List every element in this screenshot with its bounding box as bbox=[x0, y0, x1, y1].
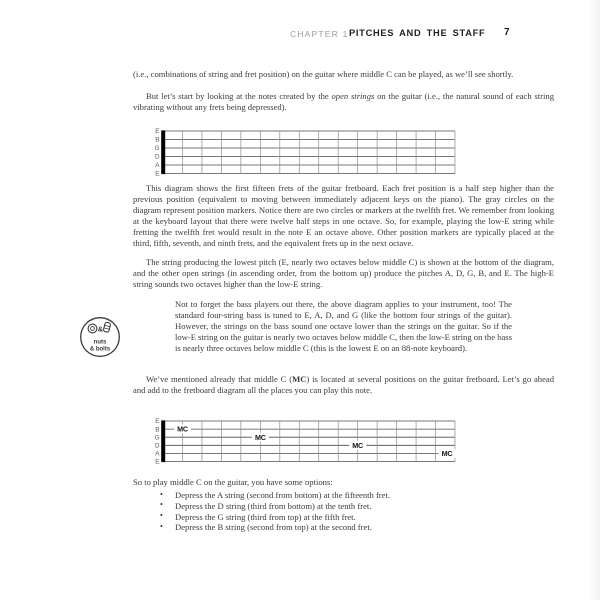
string-label: E bbox=[155, 418, 160, 426]
options-intro: So to play middle C on the guitar, you have some options: bbox=[133, 477, 333, 487]
paragraph-fret-explanation bbox=[133, 183, 554, 249]
bullet-text: Depress the B string (second from top) at the second fret. bbox=[175, 522, 372, 533]
string-label: G bbox=[154, 145, 160, 153]
chapter-title: PITCHES AND THE STAFF bbox=[349, 28, 486, 38]
fretboard-grid bbox=[143, 416, 459, 467]
bullet-text: Depress the A string (second from bottom) at the fifteenth fret. bbox=[175, 490, 391, 500]
fretboard-diagram-middle-c bbox=[143, 416, 459, 467]
text-segment: But let’s start by looking at the notes created by the bbox=[146, 91, 332, 101]
bullet-text: Depress the G string (third from top) at the fifth fret. bbox=[175, 511, 356, 522]
page-header bbox=[0, 0, 600, 46]
text-segment: This diagram shows the first fifteen frets of the guitar fretboard. Each fret position is a half step higher than the previous position (equivalent to moving between immediately adjacent keys on the piano). The gray circles on the diagram represent position markers. Notice there are two circles or markers at the twelfth fret. We remember from looking at the keyboard layout that there were twelve half steps in one octave. So, for example, playing the low-E string while fretting the twelfth fret would result in the note E an octave above. Other position markers are typically placed at the third, fifth, seventh, and ninth frets, and the equivalent frets up in the next octave. bbox=[133, 183, 554, 248]
bullet-icon: • bbox=[160, 489, 163, 499]
paragraph-string-pitches bbox=[133, 257, 554, 290]
string-label: A bbox=[155, 162, 160, 170]
bullet-icon: • bbox=[160, 511, 163, 521]
string-label: B bbox=[155, 136, 160, 144]
bullet-icon: • bbox=[160, 500, 163, 510]
string-label: A bbox=[155, 450, 160, 458]
ampersand-glyph: & bbox=[97, 324, 104, 334]
paragraph-open-strings bbox=[133, 91, 554, 113]
fretboard-diagram-open-strings bbox=[143, 126, 459, 179]
paragraph-continuation bbox=[133, 69, 554, 80]
text-segment: open strings bbox=[331, 91, 375, 101]
bullet-text: Depress the D string (third from bottom) at the tenth fret. bbox=[175, 500, 372, 511]
nut-bar bbox=[161, 130, 165, 174]
text-segment: on the guitar (i.e., the natural sound of each string vibrating without any frets being depressed). bbox=[133, 91, 554, 112]
string-label: D bbox=[154, 153, 160, 161]
bullet-icon: • bbox=[160, 521, 163, 531]
text-segment: We’ve mentioned already that middle C ( bbox=[146, 374, 293, 384]
icon-label-line1: nuts bbox=[93, 339, 107, 346]
list-item bbox=[158, 501, 554, 512]
icon-label-line2: & bolts bbox=[89, 346, 111, 353]
text-segment: ) is located at several positions on the guitar fretboard. Let’s go ahead and add to the fretboard diagram all the places you can play this note. bbox=[133, 374, 554, 395]
middle-c-marker: MC bbox=[254, 432, 266, 442]
page-edge-shadow bbox=[588, 0, 600, 600]
string-label: E bbox=[155, 458, 160, 466]
middle-c-marker: MC bbox=[352, 440, 364, 450]
nut-bar bbox=[161, 420, 165, 462]
list-item bbox=[158, 522, 554, 533]
list-item bbox=[158, 512, 554, 523]
string-label: B bbox=[155, 426, 160, 434]
string-label: D bbox=[154, 442, 160, 450]
string-label: G bbox=[154, 434, 160, 442]
sidebar-paragraph-bass bbox=[175, 299, 512, 354]
chapter-label: CHAPTER 1 bbox=[290, 29, 349, 39]
text-segment: Not to forget the bass players out there, the above diagram applies to your instrument, too! The standard four-string bass is tuned to E, A, D, and G (like the bottom four strings of the guitar). However, the strings on the bass sound one octave lower than the strings on the guitar. So if the low-E string on the guitar is nearly two octaves below middle C, then the low-E string on the bass is nearly three octaves below middle C (this is the lowest E on an 88-note keyboard). bbox=[175, 299, 512, 353]
paragraph-middle-c-positions bbox=[133, 374, 554, 396]
options-list bbox=[158, 490, 554, 533]
middle-c-marker: MC bbox=[441, 449, 453, 458]
nuts-and-bolts-icon bbox=[79, 316, 121, 358]
text-segment: The string producing the lowest pitch (E, nearly two octaves below middle C) is shown at the bottom of the diagram, and the other open strings (in ascending order, from the bottom up) produce the pitches A, D, G, B, and E. The high-E string sounds two octaves higher than the low-E string. bbox=[133, 257, 554, 289]
list-item bbox=[158, 490, 554, 501]
text-segment: MC bbox=[292, 374, 307, 384]
string-label: E bbox=[155, 170, 160, 178]
page-number: 7 bbox=[504, 27, 510, 38]
fretboard-grid bbox=[143, 126, 459, 179]
middle-c-marker: MC bbox=[177, 424, 188, 434]
text-segment: (i.e., combinations of string and fret position) on the guitar where middle C can be played, as we’ll see shortly. bbox=[133, 69, 514, 79]
string-label: E bbox=[155, 128, 160, 136]
